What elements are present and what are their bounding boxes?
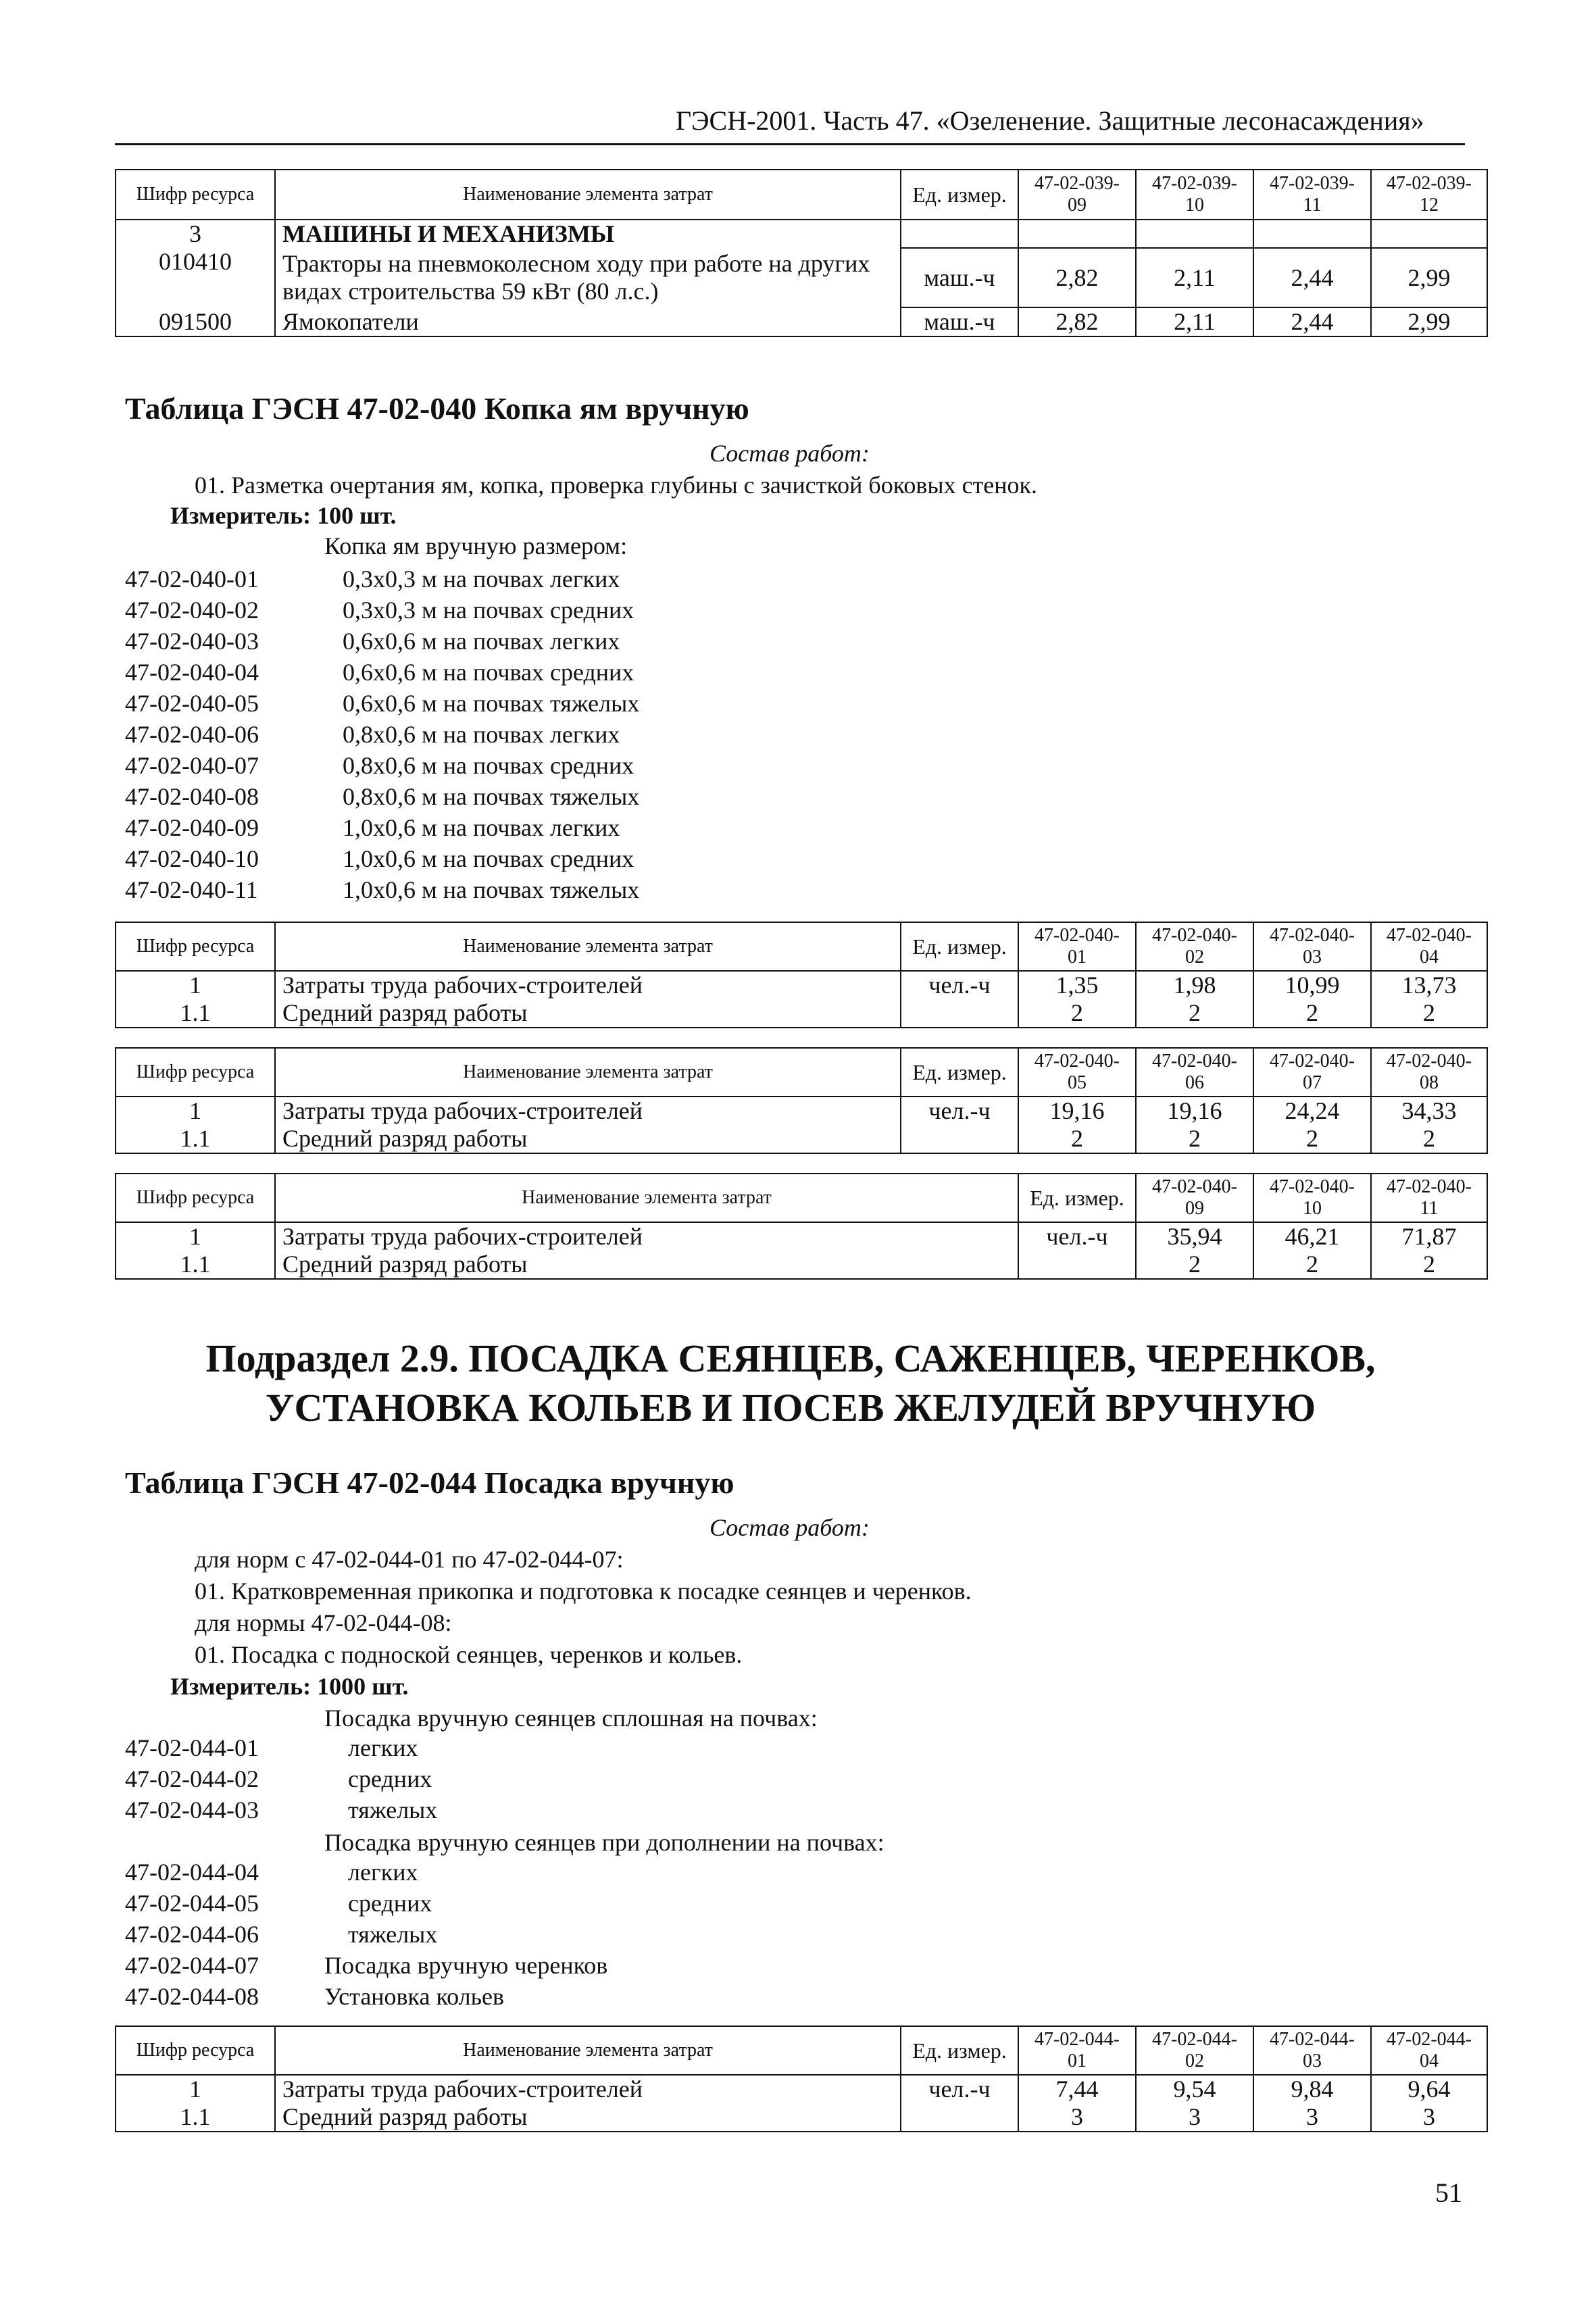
cell-value: 2,44 [1253, 248, 1371, 307]
header-norm: 47-02-040-09 [1136, 1174, 1253, 1222]
composition-label: Состав работ: [709, 1514, 870, 1541]
row-code: 1.1 [116, 999, 275, 1028]
page-header: ГЭСН-2001. Часть 47. «Озеленение. Защитные лесонасаждения» [676, 105, 1424, 136]
cell-value: 2 [1253, 999, 1371, 1028]
cell-value: 2,82 [1018, 248, 1136, 307]
row-code: 1 [116, 971, 275, 999]
header-code: Шифр ресурса [116, 1048, 275, 1097]
table-040-b [115, 1047, 1488, 1154]
cell-value: 3 [1018, 2103, 1136, 2132]
cell-value: 34,33 [1371, 1097, 1487, 1125]
header-name: Наименование элемента затрат [275, 2026, 901, 2075]
header-norm: 47-02-040-02 [1136, 922, 1253, 971]
row-name: Средний разряд работы [275, 999, 901, 1028]
row-code: 3 [116, 220, 275, 248]
header-norm: 47-02-044-04 [1371, 2026, 1487, 2075]
cell-value: 1,98 [1136, 971, 1253, 999]
cell-value: 2 [1371, 1251, 1487, 1279]
row-code: 1.1 [116, 1251, 275, 1279]
cell-value: 2,82 [1018, 307, 1136, 336]
header-norm: 47-02-040-06 [1136, 1048, 1253, 1097]
header-name: Наименование элемента затрат [275, 1048, 901, 1097]
cell-value: 3 [1253, 2103, 1371, 2132]
row-code: 1 [116, 1222, 275, 1251]
cell-value: 9,84 [1253, 2075, 1371, 2103]
meter: Измеритель: 1000 шт. [170, 1673, 409, 1700]
header-norm: 47-02-039-11 [1253, 170, 1371, 220]
composition-label: Состав работ: [709, 440, 870, 467]
group-heading: Посадка вручную сеянцев при дополнении на почвах: [324, 1829, 884, 1856]
header-name: Наименование элемента затрат [275, 1174, 1018, 1222]
header-norm: 47-02-039-09 [1018, 170, 1136, 220]
row-name: Средний разряд работы [275, 1125, 901, 1153]
row-code: 1.1 [116, 2103, 275, 2132]
cell-value: 46,21 [1253, 1222, 1371, 1251]
cell-value: 2,11 [1136, 307, 1253, 336]
header-norm: 47-02-044-03 [1253, 2026, 1371, 2075]
cell-value: 2,99 [1371, 248, 1487, 307]
cell-value: 2,99 [1371, 307, 1487, 336]
row-unit: маш.-ч [901, 307, 1018, 336]
cell-value: 2 [1018, 1125, 1136, 1153]
cell-value: 9,64 [1371, 2075, 1487, 2103]
row-name: Затраты труда рабочих-строителей [275, 1097, 901, 1125]
subsection-title-line-2: УСТАНОВКА КОЛЬЕВ И ПОСЕВ ЖЕЛУДЕЙ ВРУЧНУЮ [265, 1385, 1316, 1430]
header-norm: 47-02-040-10 [1253, 1174, 1371, 1222]
page-number: 51 [1435, 2178, 1462, 2208]
header-norm: 47-02-039-12 [1371, 170, 1487, 220]
row-unit: чел.-ч [901, 1097, 1018, 1125]
norms-scope: для нормы 47-02-044-08: [195, 1609, 452, 1636]
header-norm: 47-02-040-11 [1371, 1174, 1487, 1222]
table-040-title: Таблица ГЭСН 47-02-040 Копка ям вручную [125, 391, 749, 426]
row-unit: маш.-ч [901, 248, 1018, 307]
cell-value: 1,35 [1018, 971, 1136, 999]
cell-value: 10,99 [1253, 971, 1371, 999]
cell-value: 7,44 [1018, 2075, 1136, 2103]
cell-value: 9,54 [1136, 2075, 1253, 2103]
cell-value: 3 [1371, 2103, 1487, 2132]
header-code: Шифр ресурса [116, 1174, 275, 1222]
header-code: Шифр ресурса [116, 170, 275, 220]
row-code: 1 [116, 1097, 275, 1125]
row-name: Тракторы на пневмоколесном ходу при работе на других видах строительства 59 кВт (80 л.с.) [275, 248, 901, 307]
row-name: Средний разряд работы [275, 2103, 901, 2132]
header-unit: Ед. измер. [901, 2026, 1018, 2075]
header-norm: 47-02-040-08 [1371, 1048, 1487, 1097]
header-code: Шифр ресурса [116, 2026, 275, 2075]
row-name: Ямокопатели [275, 307, 901, 336]
cell-value: 2 [1136, 1125, 1253, 1153]
cell-value: 2,11 [1136, 248, 1253, 307]
items-subtitle: Копка ям вручную размером: [324, 532, 628, 559]
header-unit: Ед. измер. [901, 170, 1018, 220]
header-norm: 47-02-039-10 [1136, 170, 1253, 220]
row-name: Затраты труда рабочих-строителей [275, 971, 901, 999]
header-norm: 47-02-044-02 [1136, 2026, 1253, 2075]
work-item: 01. Разметка очертания ям, копка, проверка глубины с зачисткой боковых стенок. [195, 472, 1038, 499]
cell-value: 2 [1253, 1251, 1371, 1279]
cell-value: 2 [1253, 1125, 1371, 1153]
table-044-title: Таблица ГЭСН 47-02-044 Посадка вручную [125, 1465, 734, 1500]
subsection-title [115, 1334, 1466, 1432]
row-name: Затраты труда рабочих-строителей [275, 2075, 901, 2103]
cell-value: 24,24 [1253, 1097, 1371, 1125]
table-040-c [115, 1173, 1488, 1280]
row-code: 010410 [116, 248, 275, 307]
header-norm: 47-02-040-01 [1018, 922, 1136, 971]
row-unit: чел.-ч [901, 971, 1018, 999]
row-code: 1 [116, 2075, 275, 2103]
row-code: 091500 [116, 307, 275, 336]
cell-value: 3 [1136, 2103, 1253, 2132]
header-name: Наименование элемента затрат [275, 922, 901, 971]
header-norm: 47-02-040-07 [1253, 1048, 1371, 1097]
work-item: 01. Кратковременная прикопка и подготовка к посадке сеянцев и черенков. [195, 1578, 972, 1605]
work-item: 01. Посадка с подноской сеянцев, черенков и кольев. [195, 1641, 743, 1668]
header-unit: Ед. измер. [901, 922, 1018, 971]
group-heading: Посадка вручную сеянцев сплошная на почвах: [324, 1705, 818, 1732]
header-unit: Ед. измер. [901, 1048, 1018, 1097]
header-name: Наименование элемента затрат [275, 170, 901, 220]
subsection-title-line-1: Подраздел 2.9. ПОСАДКА СЕЯНЦЕВ, САЖЕНЦЕВ, ЧЕРЕНКОВ, [205, 1336, 1376, 1380]
header-unit: Ед. измер. [1018, 1174, 1136, 1222]
table-040-a [115, 922, 1488, 1028]
row-name: Средний разряд работы [275, 1251, 1018, 1279]
header-code: Шифр ресурса [116, 922, 275, 971]
norms-scope: для норм с 47-02-044-01 по 47-02-044-07: [195, 1546, 624, 1573]
cell-value: 2 [1371, 1125, 1487, 1153]
header-norm: 47-02-044-01 [1018, 2026, 1136, 2075]
meter: Измеритель: 100 шт. [170, 502, 397, 529]
cell-value: 35,94 [1136, 1222, 1253, 1251]
cell-value: 2,44 [1253, 307, 1371, 336]
cell-value: 19,16 [1018, 1097, 1136, 1125]
cell-value: 13,73 [1371, 971, 1487, 999]
row-unit: чел.-ч [1018, 1222, 1136, 1251]
cell-value: 2 [1136, 999, 1253, 1028]
header-norm: 47-02-040-04 [1371, 922, 1487, 971]
cell-value: 19,16 [1136, 1097, 1253, 1125]
cell-value: 2 [1371, 999, 1487, 1028]
row-unit: чел.-ч [901, 2075, 1018, 2103]
row-name: Затраты труда рабочих-строителей [275, 1222, 1018, 1251]
table-044 [115, 2026, 1488, 2132]
row-code: 1.1 [116, 1125, 275, 1153]
cell-value: 71,87 [1371, 1222, 1487, 1251]
cell-value: 2 [1136, 1251, 1253, 1279]
row-name: МАШИНЫ И МЕХАНИЗМЫ [275, 220, 901, 248]
header-rule [115, 143, 1465, 145]
header-norm: 47-02-040-03 [1253, 922, 1371, 971]
header-norm: 47-02-040-05 [1018, 1048, 1136, 1097]
table-039 [115, 169, 1488, 337]
cell-value: 2 [1018, 999, 1136, 1028]
